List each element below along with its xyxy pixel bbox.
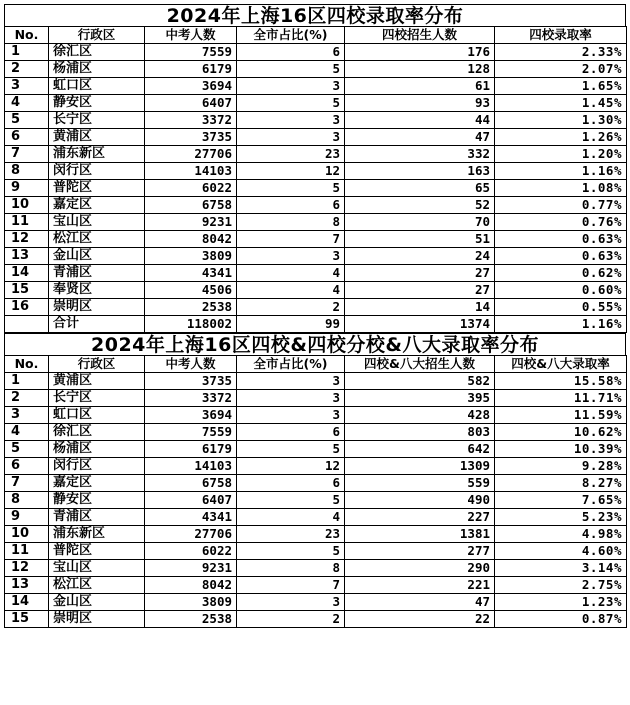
cell-exam-count: 3372: [145, 390, 237, 407]
cell-city-share: 8: [237, 560, 345, 577]
column-header: 中考人数: [145, 27, 237, 44]
cell-city-share: 6: [237, 197, 345, 214]
cell-admission-rate: 1.45%: [495, 95, 627, 112]
cell-exam-count: 27706: [145, 146, 237, 163]
cell-exam-count: 3735: [145, 129, 237, 146]
cell-admission-rate: 2.75%: [495, 577, 627, 594]
cell-district: 徐汇区: [49, 44, 145, 61]
table-row: [5, 214, 627, 231]
cell-enrollment: 128: [345, 61, 495, 78]
cell-exam-count: 9231: [145, 214, 237, 231]
table-row: [5, 265, 627, 282]
table-row: [5, 611, 627, 628]
cell-district: 宝山区: [49, 214, 145, 231]
cell-district: 长宁区: [49, 390, 145, 407]
cell-city-share: 3: [237, 390, 345, 407]
column-header: 行政区: [49, 27, 145, 44]
cell-admission-rate: 4.98%: [495, 526, 627, 543]
cell-no: 11: [5, 543, 49, 560]
cell-exam-count: 118002: [145, 316, 237, 333]
cell-no: 4: [5, 424, 49, 441]
cell-admission-rate: 8.27%: [495, 475, 627, 492]
table-row: [5, 458, 627, 475]
cell-no: 10: [5, 197, 49, 214]
cell-city-share: 12: [237, 458, 345, 475]
cell-city-share: 6: [237, 475, 345, 492]
cell-no: 10: [5, 526, 49, 543]
table-row: [5, 112, 627, 129]
cell-district: 闵行区: [49, 163, 145, 180]
table-row: [5, 299, 627, 316]
table-row: [5, 248, 627, 265]
table-row: [5, 509, 627, 526]
cell-exam-count: 6179: [145, 61, 237, 78]
cell-exam-count: 7559: [145, 44, 237, 61]
column-header: 四校&八大录取率: [495, 356, 627, 373]
cell-exam-count: 14103: [145, 458, 237, 475]
cell-district: 青浦区: [49, 265, 145, 282]
table-row: [5, 390, 627, 407]
cell-admission-rate: 1.30%: [495, 112, 627, 129]
table-row: [5, 197, 627, 214]
cell-no: 15: [5, 611, 49, 628]
cell-city-share: 3: [237, 594, 345, 611]
cell-admission-rate: 4.60%: [495, 543, 627, 560]
cell-enrollment: 27: [345, 282, 495, 299]
table-row: [5, 44, 627, 61]
cell-no: 5: [5, 112, 49, 129]
cell-city-share: 5: [237, 180, 345, 197]
cell-admission-rate: 5.23%: [495, 509, 627, 526]
cell-no: 2: [5, 61, 49, 78]
cell-admission-rate: 1.26%: [495, 129, 627, 146]
column-header: 行政区: [49, 356, 145, 373]
cell-no: 7: [5, 146, 49, 163]
cell-exam-count: 8042: [145, 231, 237, 248]
cell-exam-count: 6758: [145, 475, 237, 492]
column-header: 全市占比(%): [237, 356, 345, 373]
column-header: No.: [5, 27, 49, 44]
cell-no: 1: [5, 373, 49, 390]
cell-admission-rate: 3.14%: [495, 560, 627, 577]
cell-no: 13: [5, 577, 49, 594]
cell-enrollment: 22: [345, 611, 495, 628]
cell-city-share: 2: [237, 611, 345, 628]
cell-no: 8: [5, 492, 49, 509]
cell-exam-count: 8042: [145, 577, 237, 594]
cell-exam-count: 27706: [145, 526, 237, 543]
cell-no: [5, 316, 49, 333]
cell-exam-count: 3809: [145, 248, 237, 265]
cell-admission-rate: 0.77%: [495, 197, 627, 214]
cell-city-share: 3: [237, 112, 345, 129]
cell-district: 金山区: [49, 248, 145, 265]
cell-exam-count: 6179: [145, 441, 237, 458]
cell-city-share: 4: [237, 265, 345, 282]
cell-no: 1: [5, 44, 49, 61]
cell-city-share: 3: [237, 129, 345, 146]
cell-enrollment: 61: [345, 78, 495, 95]
table1-header-row: [5, 27, 627, 44]
cell-enrollment: 277: [345, 543, 495, 560]
cell-city-share: 99: [237, 316, 345, 333]
cell-exam-count: 6407: [145, 492, 237, 509]
cell-exam-count: 3372: [145, 112, 237, 129]
cell-city-share: 5: [237, 441, 345, 458]
cell-exam-count: 14103: [145, 163, 237, 180]
cell-city-share: 5: [237, 61, 345, 78]
table-row: [5, 526, 627, 543]
cell-district: 长宁区: [49, 112, 145, 129]
table-row: [5, 475, 627, 492]
table-row: [5, 373, 627, 390]
cell-district: 崇明区: [49, 299, 145, 316]
cell-district: 杨浦区: [49, 441, 145, 458]
cell-district: 黄浦区: [49, 373, 145, 390]
table-row: [5, 282, 627, 299]
cell-city-share: 5: [237, 543, 345, 560]
table2-title: 2024年上海16区四校&四校分校&八大录取率分布: [4, 333, 626, 355]
column-header: 四校招生人数: [345, 27, 495, 44]
cell-admission-rate: 1.20%: [495, 146, 627, 163]
cell-no: 16: [5, 299, 49, 316]
cell-city-share: 6: [237, 424, 345, 441]
cell-city-share: 4: [237, 509, 345, 526]
cell-admission-rate: 15.58%: [495, 373, 627, 390]
cell-enrollment: 70: [345, 214, 495, 231]
cell-enrollment: 14: [345, 299, 495, 316]
cell-district: 浦东新区: [49, 526, 145, 543]
cell-enrollment: 428: [345, 407, 495, 424]
cell-no: 7: [5, 475, 49, 492]
table1: [4, 26, 627, 333]
cell-no: 14: [5, 594, 49, 611]
cell-exam-count: 6407: [145, 95, 237, 112]
cell-enrollment: 582: [345, 373, 495, 390]
cell-exam-count: 4341: [145, 509, 237, 526]
cell-admission-rate: 1.23%: [495, 594, 627, 611]
cell-city-share: 7: [237, 577, 345, 594]
table-row: [5, 407, 627, 424]
cell-enrollment: 490: [345, 492, 495, 509]
cell-admission-rate: 1.65%: [495, 78, 627, 95]
cell-city-share: 7: [237, 231, 345, 248]
cell-enrollment: 27: [345, 265, 495, 282]
cell-admission-rate: 9.28%: [495, 458, 627, 475]
column-header: 四校&八大招生人数: [345, 356, 495, 373]
column-header: No.: [5, 356, 49, 373]
cell-enrollment: 642: [345, 441, 495, 458]
cell-no: 4: [5, 95, 49, 112]
cell-admission-rate: 11.71%: [495, 390, 627, 407]
cell-city-share: 8: [237, 214, 345, 231]
table-row: [5, 560, 627, 577]
cell-city-share: 6: [237, 44, 345, 61]
cell-exam-count: 2538: [145, 611, 237, 628]
cell-enrollment: 395: [345, 390, 495, 407]
cell-admission-rate: 0.63%: [495, 231, 627, 248]
cell-admission-rate: 1.16%: [495, 163, 627, 180]
cell-admission-rate: 2.33%: [495, 44, 627, 61]
cell-exam-count: 6022: [145, 180, 237, 197]
table-row: [5, 146, 627, 163]
cell-enrollment: 227: [345, 509, 495, 526]
cell-district: 普陀区: [49, 543, 145, 560]
total-row: [5, 316, 627, 333]
cell-enrollment: 24: [345, 248, 495, 265]
cell-district: 崇明区: [49, 611, 145, 628]
cell-district: 静安区: [49, 492, 145, 509]
table-row: [5, 78, 627, 95]
cell-exam-count: 3809: [145, 594, 237, 611]
table-row: [5, 61, 627, 78]
cell-no: 12: [5, 560, 49, 577]
cell-district: 虹口区: [49, 78, 145, 95]
cell-exam-count: 4341: [145, 265, 237, 282]
cell-district: 徐汇区: [49, 424, 145, 441]
cell-enrollment: 176: [345, 44, 495, 61]
table-row: [5, 95, 627, 112]
cell-admission-rate: 0.55%: [495, 299, 627, 316]
cell-district: 嘉定区: [49, 475, 145, 492]
cell-admission-rate: 11.59%: [495, 407, 627, 424]
table-row: [5, 492, 627, 509]
cell-exam-count: 3735: [145, 373, 237, 390]
cell-enrollment: 1309: [345, 458, 495, 475]
column-header: 全市占比(%): [237, 27, 345, 44]
cell-no: 11: [5, 214, 49, 231]
cell-admission-rate: 0.76%: [495, 214, 627, 231]
cell-exam-count: 3694: [145, 78, 237, 95]
spreadsheet: [4, 4, 626, 628]
cell-enrollment: 1374: [345, 316, 495, 333]
cell-enrollment: 163: [345, 163, 495, 180]
cell-exam-count: 9231: [145, 560, 237, 577]
cell-district: 松江区: [49, 231, 145, 248]
cell-enrollment: 65: [345, 180, 495, 197]
cell-city-share: 12: [237, 163, 345, 180]
cell-enrollment: 47: [345, 594, 495, 611]
table-row: [5, 163, 627, 180]
cell-no: 13: [5, 248, 49, 265]
cell-enrollment: 51: [345, 231, 495, 248]
cell-no: 6: [5, 458, 49, 475]
cell-exam-count: 3694: [145, 407, 237, 424]
cell-city-share: 23: [237, 146, 345, 163]
cell-enrollment: 290: [345, 560, 495, 577]
cell-city-share: 2: [237, 299, 345, 316]
cell-admission-rate: 1.08%: [495, 180, 627, 197]
table-row: [5, 594, 627, 611]
table2-header-row: [5, 356, 627, 373]
table-row: [5, 180, 627, 197]
cell-no: 9: [5, 180, 49, 197]
cell-enrollment: 44: [345, 112, 495, 129]
table-row: [5, 543, 627, 560]
table-row: [5, 577, 627, 594]
cell-district: 静安区: [49, 95, 145, 112]
cell-city-share: 5: [237, 492, 345, 509]
cell-city-share: 5: [237, 95, 345, 112]
cell-admission-rate: 2.07%: [495, 61, 627, 78]
column-header: 中考人数: [145, 356, 237, 373]
cell-no: 15: [5, 282, 49, 299]
cell-city-share: 3: [237, 78, 345, 95]
cell-no: 3: [5, 407, 49, 424]
cell-district: 普陀区: [49, 180, 145, 197]
cell-exam-count: 6758: [145, 197, 237, 214]
cell-city-share: 3: [237, 407, 345, 424]
cell-district: 奉贤区: [49, 282, 145, 299]
cell-no: 3: [5, 78, 49, 95]
cell-exam-count: 6022: [145, 543, 237, 560]
cell-no: 6: [5, 129, 49, 146]
cell-admission-rate: 1.16%: [495, 316, 627, 333]
cell-enrollment: 559: [345, 475, 495, 492]
cell-city-share: 4: [237, 282, 345, 299]
cell-district: 宝山区: [49, 560, 145, 577]
cell-no: 2: [5, 390, 49, 407]
cell-district: 虹口区: [49, 407, 145, 424]
cell-admission-rate: 7.65%: [495, 492, 627, 509]
table1-title: 2024年上海16区四校录取率分布: [4, 4, 626, 26]
cell-enrollment: 221: [345, 577, 495, 594]
cell-admission-rate: 0.63%: [495, 248, 627, 265]
cell-admission-rate: 10.39%: [495, 441, 627, 458]
cell-enrollment: 47: [345, 129, 495, 146]
table-row: [5, 231, 627, 248]
cell-district: 杨浦区: [49, 61, 145, 78]
cell-admission-rate: 0.60%: [495, 282, 627, 299]
cell-district: 黄浦区: [49, 129, 145, 146]
cell-admission-rate: 10.62%: [495, 424, 627, 441]
cell-enrollment: 52: [345, 197, 495, 214]
cell-district: 合计: [49, 316, 145, 333]
cell-no: 5: [5, 441, 49, 458]
column-header: 四校录取率: [495, 27, 627, 44]
table-row: [5, 129, 627, 146]
cell-district: 青浦区: [49, 509, 145, 526]
cell-enrollment: 93: [345, 95, 495, 112]
cell-exam-count: 4506: [145, 282, 237, 299]
cell-no: 14: [5, 265, 49, 282]
cell-exam-count: 2538: [145, 299, 237, 316]
cell-district: 金山区: [49, 594, 145, 611]
cell-district: 闵行区: [49, 458, 145, 475]
cell-no: 12: [5, 231, 49, 248]
cell-exam-count: 7559: [145, 424, 237, 441]
cell-district: 松江区: [49, 577, 145, 594]
cell-admission-rate: 0.87%: [495, 611, 627, 628]
table-row: [5, 441, 627, 458]
table2: [4, 355, 627, 628]
table-row: [5, 424, 627, 441]
cell-city-share: 3: [237, 373, 345, 390]
cell-district: 浦东新区: [49, 146, 145, 163]
cell-enrollment: 332: [345, 146, 495, 163]
cell-enrollment: 803: [345, 424, 495, 441]
cell-admission-rate: 0.62%: [495, 265, 627, 282]
cell-city-share: 3: [237, 248, 345, 265]
cell-no: 8: [5, 163, 49, 180]
cell-city-share: 23: [237, 526, 345, 543]
cell-district: 嘉定区: [49, 197, 145, 214]
cell-enrollment: 1381: [345, 526, 495, 543]
cell-no: 9: [5, 509, 49, 526]
